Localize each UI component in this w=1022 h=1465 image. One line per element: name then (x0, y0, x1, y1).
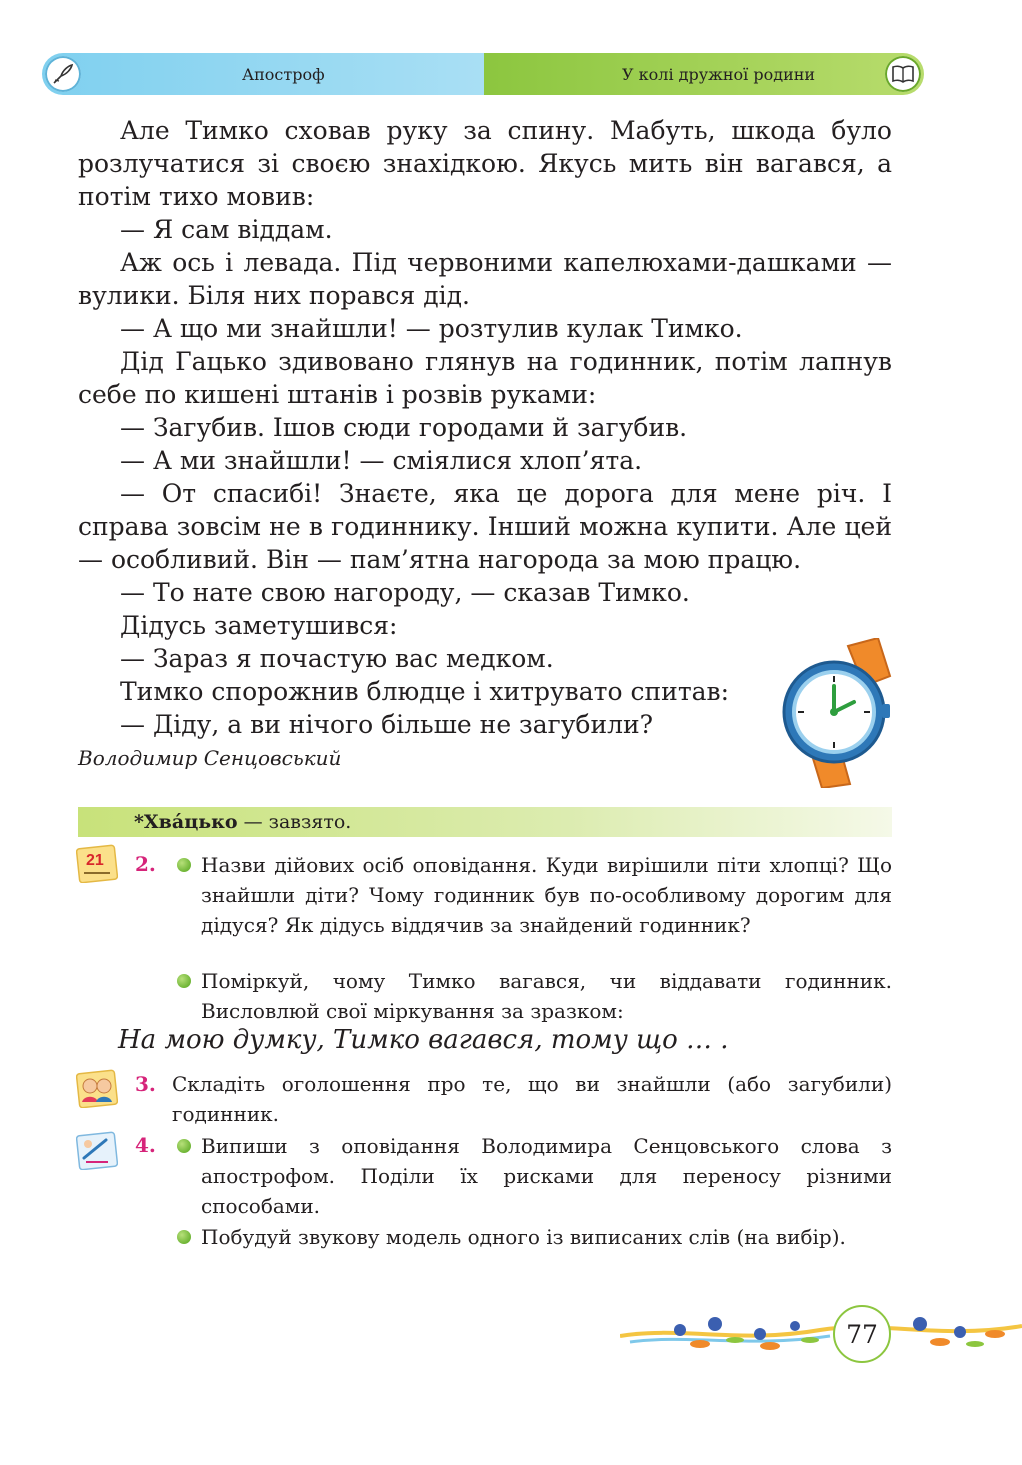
story-paragraph: — Зараз я почастую вас медком. (120, 644, 554, 673)
task-4-bullet-1: Випиши з оповідання Володимира Сенцовського слова з апострофом. Поділи їх рисками для переносу різними способами. (201, 1134, 892, 1218)
page-header (42, 53, 924, 95)
task-2-number: 2. (135, 852, 156, 876)
bullet-icon (177, 1230, 191, 1244)
task-2-bullet-1: Назви дійових осіб оповідання. Куди вирішили піти хлопці? Що знайшли діти? Чому годинник був по-особливому дорогим для дідуся? Як дідусь віддячив за знайдений годинник? (201, 853, 892, 937)
glossary-term: *Хва́цько (134, 811, 238, 833)
bullet-icon (177, 974, 191, 988)
pair-work-icon (76, 1068, 118, 1108)
story-paragraph: Дідусь заметушився: (120, 611, 398, 640)
quill-pen-icon (45, 56, 81, 92)
bullet-icon (177, 1139, 191, 1153)
story-paragraph: — От спасибі! Знаєте, яка це дорога для мене річ. І справа зовсім не в годиннику. Інший можна купити. Але цей — особливий. Він — пам’ятна нагорода за мою працю. (78, 479, 892, 574)
task-4-bullet-2: Побудуй звукову модель одного із виписаних слів (на вибір). (201, 1225, 846, 1249)
task-2-bullet-2: Поміркуй, чому Тимко вагався, чи віддавати годинник. Висловлюй свої міркування за зразком: (201, 969, 892, 1023)
task-4-number: 4. (135, 1133, 156, 1157)
story-author: Володимир Сенцовський (78, 746, 342, 770)
calendar-icon (76, 843, 118, 883)
bullet-icon (177, 858, 191, 872)
flower-garland-icon (620, 1296, 1022, 1374)
story-paragraph: Але Тимко сховав руку за спину. Мабуть, шкода було розлучатися зі своєю знахідкою. Якусь мить він вагався, а потім тихо мовив: (78, 116, 892, 211)
story-paragraph: — То нате свою нагороду, — сказав Тимко. (120, 578, 690, 607)
glossary-note (134, 811, 351, 833)
section-title-bar (42, 53, 484, 95)
open-book-icon (885, 56, 921, 92)
glossary-band (78, 807, 892, 837)
wristwatch-icon (778, 638, 896, 788)
chapter-title-bar (484, 53, 924, 95)
svg-text:21: 21 (86, 852, 104, 869)
story-paragraph: — Я сам віддам. (120, 215, 333, 244)
story-paragraph: Дід Гацько здивовано глянув на годинник, потім лапнув себе по кишені штанів і розвів руками: (78, 347, 892, 409)
story-paragraph: — Діду, а ви нічого більше не загубили? (120, 710, 654, 739)
story-paragraph: — А ми знайшли! — сміялися хлоп’ята. (120, 446, 643, 475)
task-3-number: 3. (135, 1072, 156, 1096)
story-text (78, 114, 892, 773)
chapter-title: У колі дружної родини (622, 65, 816, 84)
section-title: Апостроф (242, 65, 325, 84)
glossary-definition: — завзято. (237, 811, 352, 833)
story-paragraph: Тимко спорожнив блюдце і хитрувато спитав: (120, 677, 730, 706)
story-paragraph: — А що ми знайшли! — розтулив кулак Тимко. (120, 314, 743, 343)
story-paragraph: — Загубив. Ішов сюди городами й загубив. (120, 413, 688, 442)
writing-icon (76, 1130, 118, 1170)
task-3-text: Складіть оголошення про те, що ви знайшли (або загубили) годинник. (172, 1072, 892, 1126)
page-number: 77 (833, 1305, 891, 1363)
task-2-example: На мою думку, Тимко вагався, тому що … . (118, 1025, 729, 1055)
story-paragraph: Аж ось і левада. Під червоними капелюхами-дашками — вулики. Біля них порався дід. (78, 248, 892, 310)
